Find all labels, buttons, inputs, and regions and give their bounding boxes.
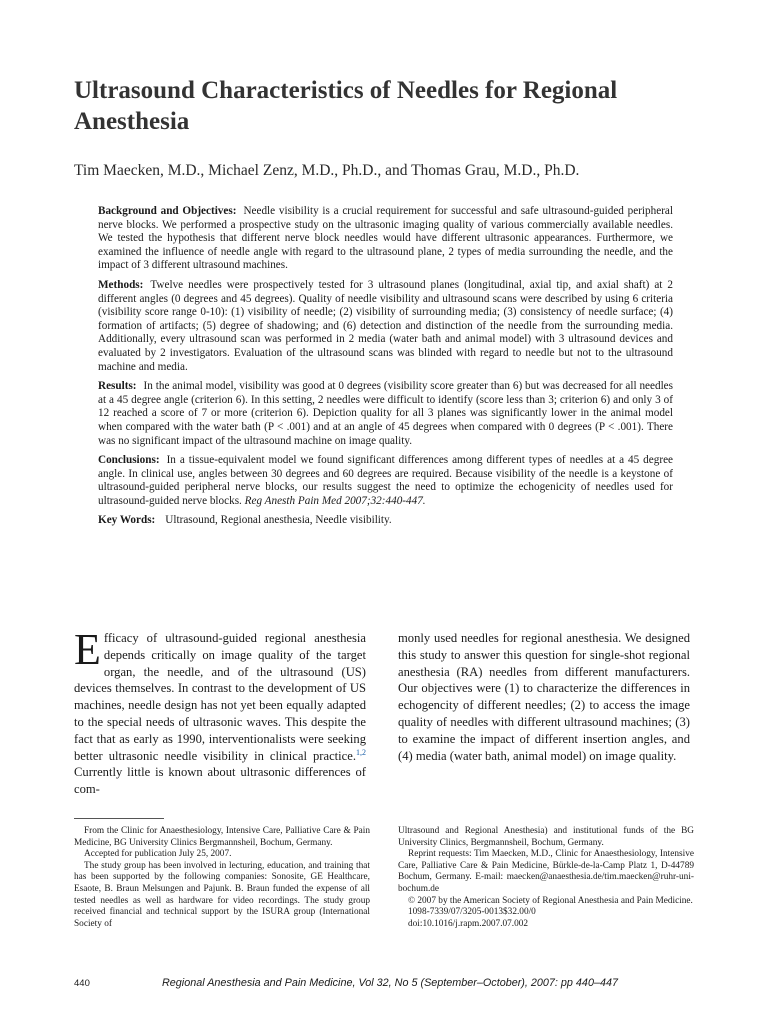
footnote-copyright: © 2007 by the American Society of Regional Anesthesia and Pain Medicine. bbox=[408, 895, 693, 906]
footnote-reprints: Reprint requests: Tim Maecken, M.D., Clinic for Anaesthesiology, Intensive Care, Palliative Care & Pain Medicine, Bürkle-de-la-Camp Platz 1, D-44789 Bochum, Germany. E-mail: maecken@anaesthesia.de/tim.maecken@ruhr-uni-bochum.de bbox=[398, 849, 694, 894]
drop-cap: E bbox=[74, 625, 101, 674]
intro-paragraph-cont: monly used needles for regional anesthesia. We designed this study to answer this question for single-shot regional anesthesia (RA) needles from different manufacturers. Our objectives were (1) to characterize the differences in echogencity of different needles; (2) to access the image quality of needles with different ultrasound machines; (3) to examine the impact of different insertion angles, and (4) media (water bath, animal model) on image quality. bbox=[398, 631, 690, 763]
abstract-citation: Reg Anesth Pain Med 2007;32:440-447. bbox=[244, 494, 426, 507]
author-list: Tim Maecken, M.D., Michael Zenz, M.D., Ph.D., and Thomas Grau, M.D., Ph.D. bbox=[74, 162, 580, 179]
methods-text: Twelve needles were prospectively tested for 3 ultrasound planes (longitudinal, axial tip, and axial shaft) at 2 different angles (0 degrees and 45 degrees). Quality of needle visibility and ultrasound scans were described by using 6 criteria (visibility score range 0-10): (1) visibility of needle; (2) visibility of surrounding media; (3) consistency of needle surface; (4) formation of artifacts; (5) degree of shadowing; and (6) detection and distinction of the needle from the surrounding media. Additionally, every ultrasound scan was performed in 2 media (water bath and animal model) with 3 ultrasound devices and evaluated by 2 investigators. Evaluation of the ultrasound scans was blinded with regard to needle but not to the ultrasound machine and media. bbox=[98, 278, 673, 373]
footnote-issn: 1098-7339/07/3205-0013$32.00/0 bbox=[408, 907, 536, 918]
abstract-keywords bbox=[98, 514, 673, 528]
intro-text-cont: Currently little is known about ultrasonic differences of com- bbox=[74, 765, 366, 797]
conclusions-label: Conclusions: bbox=[98, 454, 160, 467]
running-footer: Regional Anesthesia and Pain Medicine, Vol 32, No 5 (September–October), 2007: pp 440–447 bbox=[162, 977, 618, 989]
background-text: Needle visibility is a crucial requirement for successful and safe ultrasound-guided peripheral nerve blocks. We performed a prospective study on the ultrasonic imaging quality of various commercially available needles. We tested the hypothesis that different nerve block needles would have different ultrasonic appearances. Furthermore, we examined the influence of needle angle with regard to the ultrasound plane, 2 types of media surrounding the needle, and the impact of 3 different ultrasound machines. bbox=[98, 205, 673, 272]
article-title: Ultrasound Characteristics of Needles for Regional Anesthesia bbox=[74, 77, 618, 135]
footnote-doi: doi:10.1016/j.rapm.2007.07.002 bbox=[408, 918, 529, 929]
keywords-text: Ultrasound, Regional anesthesia, Needle visibility. bbox=[165, 514, 392, 527]
page-number: 440 bbox=[74, 978, 90, 989]
footnotes-right bbox=[398, 826, 694, 930]
background-label: Background and Objectives: bbox=[98, 205, 237, 217]
footnote-accepted: Accepted for publication July 25, 2007. bbox=[84, 849, 232, 860]
conclusions-text: In a tissue-equivalent model we found significant differences among different types of needles at a 45 degree angle. In clinical use, angles between 30 degrees and 60 degrees are required. Because visibility of the needle is a keystone of ultrasound-guided peripheral nerve blocks, our results suggest the need to optimize the echogenicity of needles used for ultrasound-guided nerve blocks. bbox=[98, 454, 673, 507]
abstract-conclusions bbox=[98, 454, 673, 508]
keywords-label: Key Words: bbox=[98, 514, 156, 527]
intro-text: fficacy of ultrasound-guided regional anesthesia depends critically on image quality of the target organ, the needle, and of the ultrasound (US) devices themselves. In contrast to the development of US machines, needle design has not yet been equally adapted to the special needs of ultrasonic waves. This despite the fact that as early as 1990, interventionalists were seeking better ultrasonic needle visibility in clinical practice. bbox=[74, 631, 366, 763]
reference-link[interactable]: 1,2 bbox=[356, 747, 366, 757]
body-column-left bbox=[74, 625, 366, 798]
results-label: Results: bbox=[98, 380, 137, 393]
abstract bbox=[98, 205, 673, 534]
abstract-results bbox=[98, 380, 673, 448]
abstract-background bbox=[98, 205, 673, 273]
intro-paragraph bbox=[74, 625, 366, 798]
footnotes-left bbox=[74, 826, 370, 930]
methods-label: Methods: bbox=[98, 278, 144, 291]
results-text: In the animal model, visibility was good at 0 degrees (visibility score greater than 6) but was decreased for all needles at a 45 degree angle (criterion 6). In this setting, 2 needles were difficult to identify (score less than 3; criterion 6) and only 3 of 12 reached a score of 7 or more (criterion 6). Depiction quality for all 3 planes was significantly lower in the animal model when compared with the water bath (P < .001) and at an angle of 45 degrees when compared with 0 degrees (P < .001). There was no significant impact of the ultrasound machine on image quality. bbox=[98, 380, 673, 447]
footnote-funding-cont: Ultrasound and Regional Anesthesia) and institutional funds of the BG University Clinics, Bergmannsheil, Bochum, Germany. bbox=[398, 826, 694, 848]
body-column-right bbox=[398, 630, 690, 764]
footnote-affiliation: From the Clinic for Anaesthesiology, Intensive Care, Palliative Care & Pain Medicine, BG University Clinics Bergmannsheil, Bochum, Germany. bbox=[74, 826, 370, 848]
abstract-methods bbox=[98, 279, 673, 374]
footnote-divider bbox=[74, 818, 164, 819]
footnote-funding: The study group has been involved in lecturing, education, and training that has been supported by the following companies: Sonosite, GE Healthcare, Esaote, B. Braun Melsungen and Pajunk. B. Braun funded the expense of all tested needles as well as hardware for video recordings. The study group received financial and technical support by the ISURA group (International Society of bbox=[74, 860, 370, 929]
